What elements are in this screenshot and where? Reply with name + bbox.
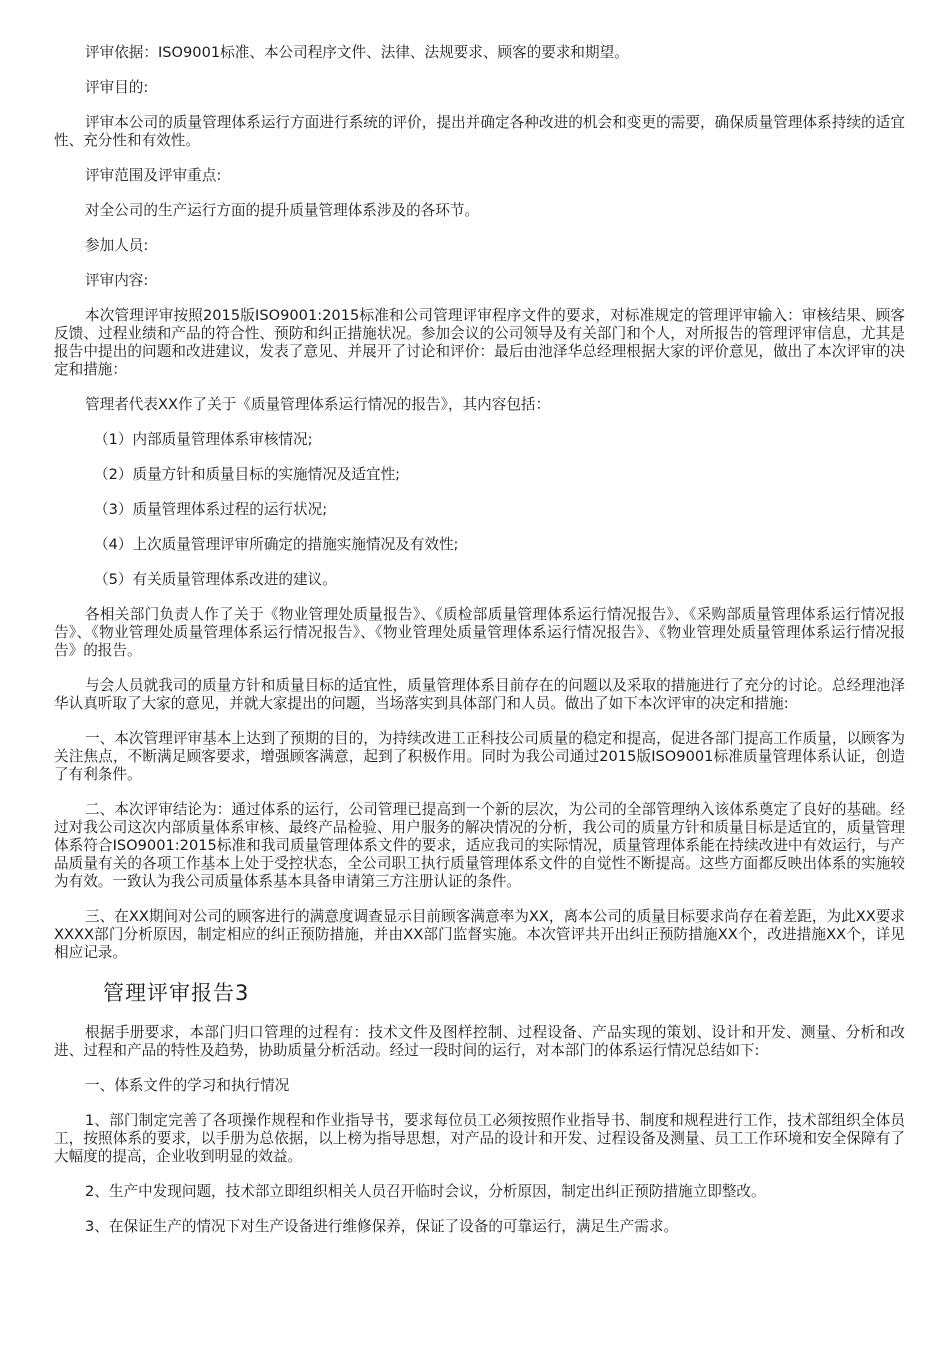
paragraph-review-scope: 对全公司的生产运行方面的提升质量管理体系涉及的各环节。 <box>85 202 480 219</box>
paragraph-point-2: 2、生产中发现问题，技术部立即组织相关人员召开临时会议，分析原因，制定出纠正预防措施立即整改。 <box>85 1183 766 1200</box>
paragraph-review-scope-label: 评审范围及评审重点: <box>85 167 222 184</box>
paragraph-review-purpose-label: 评审目的: <box>85 79 149 96</box>
paragraph-review-purpose: 评审本公司的质量管理体系运行方面进行系统的评价，提出并确定各种改进的机会和变更的需要，确保质量管理体系持续的适宜性、充分性和有效性。 <box>54 114 905 149</box>
paragraph-review-content-label: 评审内容: <box>85 272 149 289</box>
list-item: （1）内部质量管理体系审核情况; <box>94 431 313 448</box>
paragraph-point-3: 3、在保证生产的情况下对生产设备进行维修保养，保证了设备的可靠运行，满足生产需求。 <box>85 1218 679 1235</box>
paragraph-department-reports: 各相关部门负责人作了关于《物业管理处质量报告》、《质检部质量管理体系运行情况报告》、《采购部质量管理体系运行情况报告》、《物业管理处质量管理体系运行情况报告》、《物业管理处质量管理体系运行情况报告》、《物业管理处质量管理体系运行情况报告》的报告。 <box>54 606 905 659</box>
paragraph-review-basis: 评审依据：ISO9001标准、本公司程序文件、法律、法规要求、顾客的要求和期望。 <box>85 44 629 61</box>
paragraph-review-content: 本次管理评审按照2015版ISO9001:2015标准和公司管理评审程序文件的要求，对标准规定的管理评审输入：审核结果、顾客反馈、过程业绩和产品的符合性、预防和纠正措施状况。参加会议的公司领导及有关部门和个人，对所报告的管理评审信息，尤其是报告中提出的问题和改进建议，发表了意见、并展开了讨论和评价：最后由池泽华总经理根据大家的评价意见，做出了本次评审的决定和措施： <box>54 307 905 378</box>
paragraph-participants-label: 参加人员: <box>85 237 149 254</box>
paragraph-management-rep: 管理者代表XX作了关于《质量管理体系运行情况的报告》，其内容包括： <box>85 396 551 413</box>
list-item: （2）质量方针和质量目标的实施情况及适宜性; <box>94 466 401 483</box>
paragraph-decision-2: 二、本次评审结论为：通过体系的运行，公司管理已提高到一个新的层次，为公司的全部管理纳入该体系奠定了良好的基础。经过对我公司这次内部质量体系审核、最终产品检验、用户服务的解决情况的分析，我公司的质量方针和质量目标是适宜的，质量管理体系符合ISO9001:2015标准和我司质量管理体系文件的要求，适应我司的实际情况，质量管理体系能在持续改进中有效运行，与产品质量有关的各项工作基本上处于受控状态，全公司职工执行质量管理体系文件的自觉性不断提高。这些方面都反映出体系的实施较为有效。一致认为我公司质量体系基本具备申请第三方注册认证的条件。 <box>54 801 905 890</box>
list-item: （5）有关质量管理体系改进的建议。 <box>94 571 337 588</box>
paragraph-discussion: 与会人员就我司的质量方针和质量目标的适宜性，质量管理体系目前存在的问题以及采取的措施进行了充分的讨论。总经理池泽华认真听取了大家的意见，并就大家提出的问题，当场落实到具体部门和人员。做出了如下本次评审的决定和措施: <box>54 677 905 712</box>
section-heading: 管理评审报告3 <box>103 981 250 1005</box>
paragraph-manual-requirements: 根据手册要求，本部门归口管理的过程有：技术文件及图样控制、过程设备、产品实现的策划、设计和开发、测量、分析和改进、过程和产品的特性及趋势，协助质量分析活动。经过一段时间的运行，对本部门的体系运行情况总结如下: <box>54 1024 905 1059</box>
paragraph-point-1: 1、部门制定完善了各项操作规程和作业指导书，要求每位员工必须按照作业指导书、制度和规程进行工作，技术部组织全体员工，按照体系的要求，以手册为总依据，以上榜为指导思想，对产品的设计和开发、过程设备及测量、员工工作环境和安全保障有了大幅度的提高，企业收到明显的效益。 <box>54 1112 905 1165</box>
list-item: （4）上次质量管理评审所确定的措施实施情况及有效性; <box>94 536 459 553</box>
paragraph-decision-1: 一、本次管理评审基本上达到了预期的目的，为持续改进工正科技公司质量的稳定和提高，促进各部门提高工作质量，以顾客为关注焦点，不断满足顾客要求，增强顾客满意，起到了积极作用。同时为我公司通过2015版ISO9001标准质量管理体系认证，创造了有利条件。 <box>54 730 905 783</box>
paragraph-subheading-1: 一、体系文件的学习和执行情况 <box>85 1077 290 1094</box>
paragraph-decision-3: 三、在XX期间对公司的顾客进行的满意度调查显示目前顾客满意率为XX，离本公司的质量目标要求尚存在着差距，为此XX要求XXXX部门分析原因，制定相应的纠正预防措施，并由XX部门监督实施。本次管评共开出纠正预防措施XX个，改进措施XX个，详见相应记录。 <box>54 908 905 961</box>
list-item: （3）质量管理体系过程的运行状况; <box>94 501 328 518</box>
